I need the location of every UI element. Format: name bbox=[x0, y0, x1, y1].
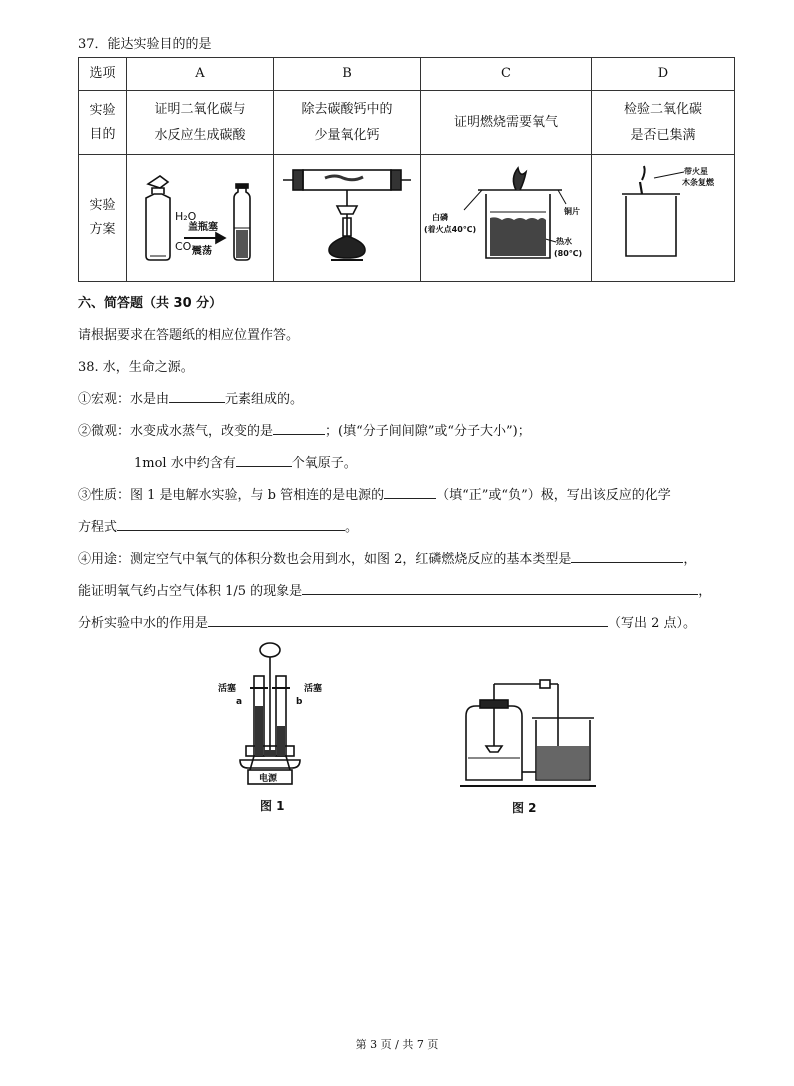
section6-heading: 六、简答题（共 30 分） bbox=[78, 296, 223, 311]
header-option-d: D bbox=[592, 58, 735, 91]
figure1-electrolysis-diagram bbox=[210, 636, 330, 816]
white-phosphorus-label: 白磷 bbox=[431, 213, 448, 222]
header-option-c: C bbox=[421, 58, 592, 91]
figure2-caption: 图 2 bbox=[512, 801, 537, 815]
q38-water-role: 分析实验中水的作用是 （写出 2 点）。 bbox=[78, 612, 696, 631]
splint-label-line1: 带火星 bbox=[683, 167, 708, 176]
splint-label-line2: 木条复燃 bbox=[681, 178, 714, 187]
table-purpose-row bbox=[79, 91, 735, 155]
cap-bottle-label: 盖瓶塞 bbox=[188, 222, 218, 233]
copper-sheet-label: 铜片 bbox=[563, 207, 580, 216]
q38-equation: 方程式 。 bbox=[78, 516, 358, 535]
hot-water-label: 热水 bbox=[555, 237, 572, 246]
q37-title: 37．能达实验目的的是 bbox=[78, 37, 212, 52]
shake-label: 震荡 bbox=[192, 246, 212, 257]
left-valve-label: 活塞 bbox=[218, 684, 237, 694]
header-option-a: A bbox=[127, 58, 274, 91]
plan-a-diagram bbox=[127, 155, 274, 282]
plan-row-label: 实验 方案 bbox=[79, 155, 127, 282]
header-option-label: 选项 bbox=[79, 58, 127, 91]
q38-micro: ②微观：水变成水蒸气，改变的是 ；(填“分子间间隙”或“分子大小”)； bbox=[78, 420, 531, 439]
q38-use: ④用途：测定空气中氧气的体积分数也会用到水，如图 2，红磷燃烧反应的基本类型是 ， bbox=[78, 548, 696, 567]
purpose-row-label: 实验 目的 bbox=[79, 91, 127, 155]
power-source-label: 电源 bbox=[259, 774, 278, 784]
purpose-b: 除去碳酸钙中的 少量氧化钙 bbox=[274, 91, 421, 155]
answer-blank-oxygen-atoms[interactable] bbox=[236, 453, 292, 467]
right-valve-label: 活塞 bbox=[304, 684, 323, 694]
co2-label: CO₂ bbox=[175, 240, 196, 253]
table-plan-row bbox=[79, 155, 735, 282]
purpose-d: 检验二氧化碳 是否已集满 bbox=[592, 91, 735, 155]
tube-a-label: a bbox=[236, 697, 243, 707]
answer-blank-reaction-type[interactable] bbox=[571, 549, 683, 563]
experiment-table bbox=[78, 57, 735, 282]
header-option-b: B bbox=[274, 58, 421, 91]
answer-blank-equation[interactable] bbox=[117, 517, 345, 531]
combustion-beaker-diagram bbox=[424, 158, 589, 268]
answer-blank-elements[interactable] bbox=[169, 389, 225, 403]
hot-water-temp-label: (80℃) bbox=[553, 249, 582, 258]
gas-jar-splint-diagram bbox=[596, 158, 731, 268]
q38-title: 38. 水，生命之源。 bbox=[78, 360, 194, 375]
answer-blank-change[interactable] bbox=[273, 421, 325, 435]
answer-blank-phenomenon[interactable] bbox=[302, 581, 698, 595]
q38-mol: 1mol 水中约含有 个氧原子。 bbox=[134, 452, 357, 471]
page-footer: 第 3 页 / 共 7 页 bbox=[355, 1038, 439, 1051]
q38-property: ③性质：图 1 是电解水实验，与 b 管相连的是电源的 （填“正”或“负”）极，写出该反应的化学 bbox=[78, 484, 671, 503]
heated-tube-diagram bbox=[277, 158, 417, 268]
purpose-c: 证明燃烧需要氧气 bbox=[421, 91, 592, 155]
figure1-caption: 图 1 bbox=[260, 799, 285, 813]
tube-b-label: b bbox=[296, 697, 303, 707]
ignition-point-label: (着火点40℃) bbox=[423, 225, 476, 234]
table-header-row bbox=[79, 58, 735, 91]
q38-evidence: 能证明氧气约占空气体积 1/5 的现象是 ， bbox=[78, 580, 711, 599]
plan-b-diagram bbox=[274, 155, 421, 282]
plan-c-diagram bbox=[421, 155, 592, 282]
h2o-label: H₂O bbox=[175, 210, 197, 223]
section6-instruction: 请根据要求在答题纸的相应位置作答。 bbox=[78, 328, 300, 343]
figure2-oxygen-measurement-diagram bbox=[456, 676, 606, 816]
purpose-a: 证明二氧化碳与 水反应生成碳酸 bbox=[127, 91, 274, 155]
answer-blank-electrode[interactable] bbox=[384, 485, 436, 499]
answer-blank-water-role[interactable] bbox=[208, 613, 608, 627]
co2-water-bottle-diagram bbox=[130, 158, 270, 268]
q38-macro: ①宏观：水是由 元素组成的。 bbox=[78, 388, 303, 407]
plan-d-diagram bbox=[592, 155, 735, 282]
